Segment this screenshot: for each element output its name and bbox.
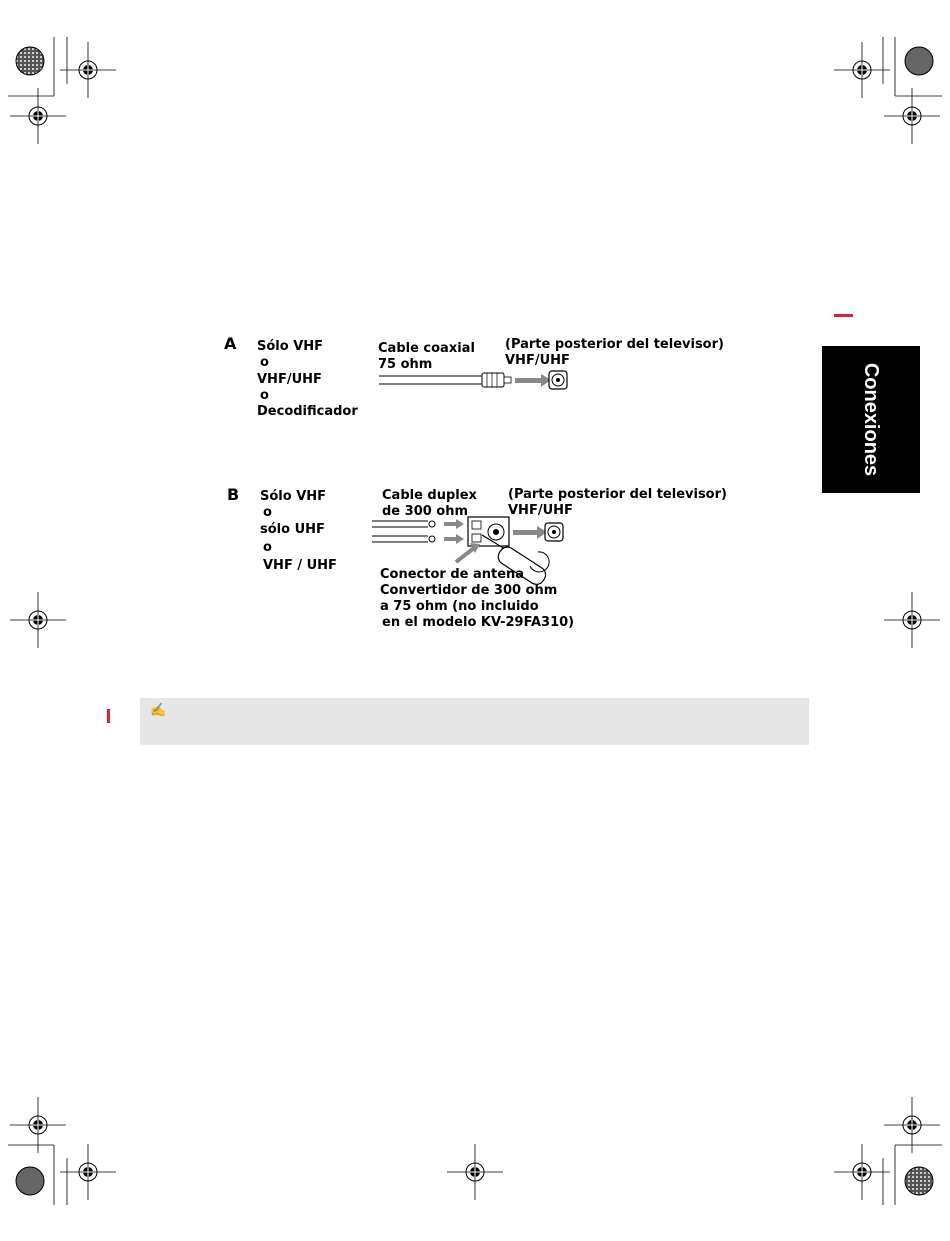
section-b-letter: B [227, 485, 240, 504]
section-b-option: sólo UHF [260, 522, 325, 537]
section-a-letter: A [224, 334, 237, 353]
pencil-note-icon: ✍ [150, 702, 167, 717]
coaxial-cable-label: Cable coaxial [378, 341, 475, 356]
coaxial-cable-diagram [379, 371, 567, 389]
converter-label: a 75 ohm (no incluido [380, 599, 539, 614]
section-b-option: o [263, 505, 272, 520]
note-marker [107, 709, 110, 723]
section-marker [834, 314, 853, 317]
section-b-option: o [263, 540, 272, 555]
converter-label: Convertidor de 300 ohm [380, 583, 558, 598]
section-a-option: o [260, 355, 269, 370]
coaxial-ohm-label: 75 ohm [378, 357, 433, 372]
rear-panel-label: (Parte posterior del televisor) [508, 487, 727, 502]
duplex-cable-label: Cable duplex [382, 488, 477, 503]
antenna-connector-label: Conector de antena [380, 567, 525, 582]
side-tab-label: Conexiones [860, 362, 883, 477]
section-a-option: Decodificador [257, 404, 358, 419]
duplex-ohm-label: de 300 ohm [382, 504, 469, 519]
section-b-option: VHF / UHF [263, 558, 337, 573]
vhf-uhf-label: VHF/UHF [505, 353, 570, 368]
section-a-option: VHF/UHF [257, 372, 322, 387]
side-tab [822, 346, 920, 493]
note-box [140, 698, 809, 745]
section-a-option: o [260, 388, 269, 403]
section-a-option: Sólo VHF [257, 339, 324, 354]
section-b-option: Sólo VHF [260, 489, 327, 504]
vhf-uhf-label: VHF/UHF [508, 503, 573, 518]
converter-label: en el modelo KV-29FA310) [382, 615, 575, 630]
rear-panel-label: (Parte posterior del televisor) [505, 337, 724, 352]
